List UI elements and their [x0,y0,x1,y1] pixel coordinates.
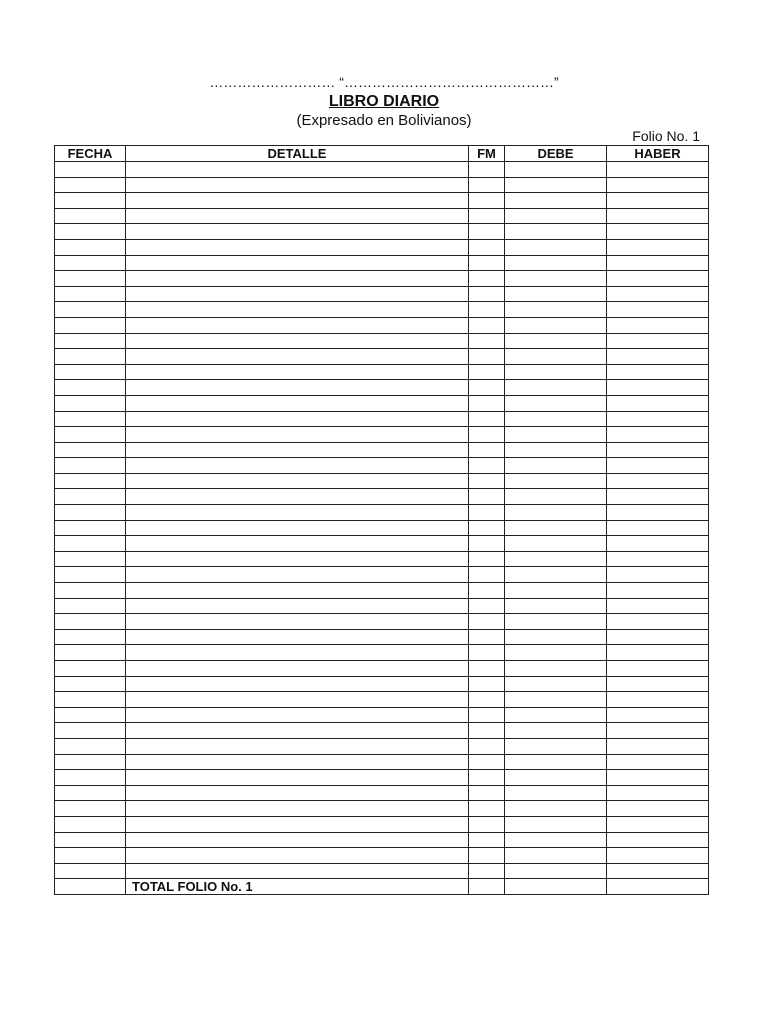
table-row [55,863,709,879]
column-header-debe: DEBE [505,146,607,162]
detalle-cell[interactable] [126,801,469,817]
detalle-cell[interactable] [126,208,469,224]
detalle-cell[interactable] [126,645,469,661]
fecha-cell[interactable] [55,317,126,333]
fecha-cell[interactable] [55,583,126,599]
fecha-cell[interactable] [55,286,126,302]
debe-cell[interactable] [505,536,607,552]
journal-table [54,145,709,895]
fecha-cell[interactable] [55,380,126,396]
table-row [55,162,709,178]
fm-cell[interactable] [469,411,505,427]
fm-cell[interactable] [469,520,505,536]
fm-cell[interactable] [469,754,505,770]
debe-cell[interactable] [505,754,607,770]
fm-cell[interactable] [469,224,505,240]
detalle-cell[interactable] [126,770,469,786]
haber-cell[interactable] [607,162,709,178]
haber-cell[interactable] [607,832,709,848]
haber-cell[interactable] [607,661,709,677]
detalle-cell[interactable] [126,505,469,521]
fecha-cell[interactable] [55,489,126,505]
fm-cell[interactable] [469,162,505,178]
detalle-cell[interactable] [126,614,469,630]
haber-cell[interactable] [607,738,709,754]
fm-cell[interactable] [469,333,505,349]
fm-cell[interactable] [469,458,505,474]
table-row [55,801,709,817]
fm-cell[interactable] [469,380,505,396]
haber-cell[interactable] [607,458,709,474]
detalle-cell[interactable] [126,411,469,427]
debe-cell[interactable] [505,770,607,786]
total-fm-cell[interactable] [469,879,505,895]
table-row [55,364,709,380]
detalle-cell[interactable] [126,863,469,879]
fecha-cell[interactable] [55,816,126,832]
detalle-cell[interactable] [126,302,469,318]
fecha-cell[interactable] [55,567,126,583]
haber-cell[interactable] [607,583,709,599]
fm-cell[interactable] [469,723,505,739]
table-row [55,770,709,786]
detalle-cell[interactable] [126,349,469,365]
table-row [55,551,709,567]
haber-cell[interactable] [607,208,709,224]
debe-cell[interactable] [505,208,607,224]
fecha-cell[interactable] [55,692,126,708]
haber-cell[interactable] [607,614,709,630]
fm-cell[interactable] [469,738,505,754]
table-row [55,395,709,411]
fm-cell[interactable] [469,629,505,645]
fecha-cell[interactable] [55,754,126,770]
detalle-cell[interactable] [126,707,469,723]
detalle-cell[interactable] [126,629,469,645]
table-row [55,380,709,396]
debe-cell[interactable] [505,224,607,240]
table-row [55,645,709,661]
fecha-cell[interactable] [55,645,126,661]
fecha-cell[interactable] [55,255,126,271]
detalle-cell[interactable] [126,271,469,287]
table-row [55,255,709,271]
fm-cell[interactable] [469,364,505,380]
fm-cell[interactable] [469,271,505,287]
table-row [55,224,709,240]
haber-cell[interactable] [607,645,709,661]
fecha-cell[interactable] [55,707,126,723]
detalle-cell[interactable] [126,380,469,396]
detalle-cell[interactable] [126,551,469,567]
table-row [55,567,709,583]
debe-cell[interactable] [505,551,607,567]
table-row [55,489,709,505]
detalle-cell[interactable] [126,239,469,255]
fecha-cell[interactable] [55,349,126,365]
column-header-haber: HABER [607,146,709,162]
table-row [55,661,709,677]
table-row [55,676,709,692]
table-row [55,193,709,209]
debe-cell[interactable] [505,473,607,489]
fecha-cell[interactable] [55,536,126,552]
debe-cell[interactable] [505,193,607,209]
detalle-cell[interactable] [126,816,469,832]
debe-cell[interactable] [505,239,607,255]
detalle-cell[interactable] [126,255,469,271]
fecha-cell[interactable] [55,629,126,645]
debe-cell[interactable] [505,442,607,458]
debe-cell[interactable] [505,505,607,521]
table-row [55,333,709,349]
debe-cell[interactable] [505,598,607,614]
haber-cell[interactable] [607,707,709,723]
fecha-cell[interactable] [55,177,126,193]
table-row [55,442,709,458]
haber-cell[interactable] [607,224,709,240]
debe-cell[interactable] [505,333,607,349]
fm-cell[interactable] [469,505,505,521]
fm-cell[interactable] [469,489,505,505]
debe-cell[interactable] [505,271,607,287]
detalle-cell[interactable] [126,458,469,474]
table-row [55,832,709,848]
haber-cell[interactable] [607,567,709,583]
fm-cell[interactable] [469,816,505,832]
detalle-cell[interactable] [126,754,469,770]
haber-cell[interactable] [607,395,709,411]
total-haber-cell[interactable] [607,879,709,895]
detalle-cell[interactable] [126,364,469,380]
haber-cell[interactable] [607,598,709,614]
debe-cell[interactable] [505,302,607,318]
debe-cell[interactable] [505,395,607,411]
fecha-cell[interactable] [55,395,126,411]
table-row [55,848,709,864]
table-body [55,162,709,879]
debe-cell[interactable] [505,785,607,801]
haber-cell[interactable] [607,520,709,536]
table-row [55,785,709,801]
fecha-cell[interactable] [55,239,126,255]
table-row [55,723,709,739]
table-row [55,239,709,255]
fm-cell[interactable] [469,692,505,708]
table-header-row [55,146,709,162]
debe-cell[interactable] [505,863,607,879]
table-row [55,707,709,723]
detalle-cell[interactable] [126,177,469,193]
fecha-cell[interactable] [55,785,126,801]
total-fecha-cell[interactable] [55,879,126,895]
fecha-cell[interactable] [55,333,126,349]
haber-cell[interactable] [607,239,709,255]
debe-cell[interactable] [505,738,607,754]
debe-cell[interactable] [505,489,607,505]
detalle-cell[interactable] [126,520,469,536]
debe-cell[interactable] [505,364,607,380]
haber-cell[interactable] [607,317,709,333]
fecha-cell[interactable] [55,661,126,677]
debe-cell[interactable] [505,629,607,645]
debe-cell[interactable] [505,661,607,677]
fecha-cell[interactable] [55,505,126,521]
debe-cell[interactable] [505,801,607,817]
haber-cell[interactable] [607,816,709,832]
debe-cell[interactable] [505,317,607,333]
haber-cell[interactable] [607,473,709,489]
detalle-cell[interactable] [126,193,469,209]
debe-cell[interactable] [505,458,607,474]
haber-cell[interactable] [607,380,709,396]
haber-cell[interactable] [607,629,709,645]
table-row [55,473,709,489]
detalle-cell[interactable] [126,333,469,349]
fm-cell[interactable] [469,614,505,630]
company-name-line: ……………………… “………………………………………” [209,74,559,90]
fm-cell[interactable] [469,801,505,817]
fm-cell[interactable] [469,848,505,864]
haber-cell[interactable] [607,364,709,380]
detalle-cell[interactable] [126,427,469,443]
detalle-cell[interactable] [126,286,469,302]
fm-cell[interactable] [469,177,505,193]
debe-cell[interactable] [505,520,607,536]
fecha-cell[interactable] [55,848,126,864]
table-row [55,411,709,427]
detalle-cell[interactable] [126,473,469,489]
fm-cell[interactable] [469,661,505,677]
table-row [55,754,709,770]
table-row [55,816,709,832]
table-row [55,614,709,630]
debe-cell[interactable] [505,380,607,396]
fm-cell[interactable] [469,598,505,614]
haber-cell[interactable] [607,801,709,817]
table-row [55,629,709,645]
fm-cell[interactable] [469,302,505,318]
haber-cell[interactable] [607,505,709,521]
fecha-cell[interactable] [55,473,126,489]
fm-cell[interactable] [469,193,505,209]
fecha-cell[interactable] [55,770,126,786]
debe-cell[interactable] [505,848,607,864]
haber-cell[interactable] [607,785,709,801]
fecha-cell[interactable] [55,551,126,567]
fm-cell[interactable] [469,785,505,801]
debe-cell[interactable] [505,614,607,630]
haber-cell[interactable] [607,723,709,739]
debe-cell[interactable] [505,286,607,302]
detalle-cell[interactable] [126,723,469,739]
haber-cell[interactable] [607,427,709,443]
fm-cell[interactable] [469,707,505,723]
table-row [55,177,709,193]
debe-cell[interactable] [505,676,607,692]
table-row [55,583,709,599]
fm-cell[interactable] [469,255,505,271]
fm-cell[interactable] [469,239,505,255]
column-header-detalle: DETALLE [126,146,469,162]
fm-cell[interactable] [469,832,505,848]
detalle-cell[interactable] [126,676,469,692]
detalle-cell[interactable] [126,848,469,864]
haber-cell[interactable] [607,177,709,193]
haber-cell[interactable] [607,863,709,879]
haber-cell[interactable] [607,255,709,271]
haber-cell[interactable] [607,536,709,552]
fm-cell[interactable] [469,583,505,599]
fecha-cell[interactable] [55,723,126,739]
debe-cell[interactable] [505,411,607,427]
fm-cell[interactable] [469,349,505,365]
fm-cell[interactable] [469,442,505,458]
fecha-cell[interactable] [55,193,126,209]
detalle-cell[interactable] [126,661,469,677]
column-header-fm: FM [469,146,505,162]
haber-cell[interactable] [607,193,709,209]
fecha-cell[interactable] [55,458,126,474]
haber-cell[interactable] [607,676,709,692]
page-title: LIBRO DIARIO [328,93,440,110]
debe-cell[interactable] [505,427,607,443]
haber-cell[interactable] [607,286,709,302]
detalle-cell[interactable] [126,489,469,505]
column-header-fecha: FECHA [55,146,126,162]
debe-cell[interactable] [505,645,607,661]
fecha-cell[interactable] [55,520,126,536]
fecha-cell[interactable] [55,364,126,380]
haber-cell[interactable] [607,349,709,365]
detalle-cell[interactable] [126,598,469,614]
detalle-cell[interactable] [126,832,469,848]
debe-cell[interactable] [505,583,607,599]
haber-cell[interactable] [607,489,709,505]
fecha-cell[interactable] [55,411,126,427]
fm-cell[interactable] [469,567,505,583]
table-row [55,458,709,474]
fm-cell[interactable] [469,551,505,567]
fecha-cell[interactable] [55,738,126,754]
fm-cell[interactable] [469,286,505,302]
total-debe-cell[interactable] [505,879,607,895]
table-row [55,349,709,365]
debe-cell[interactable] [505,723,607,739]
table-row [55,536,709,552]
fecha-cell[interactable] [55,676,126,692]
detalle-cell[interactable] [126,692,469,708]
fecha-cell[interactable] [55,442,126,458]
debe-cell[interactable] [505,567,607,583]
haber-cell[interactable] [607,333,709,349]
haber-cell[interactable] [607,754,709,770]
debe-cell[interactable] [505,162,607,178]
table-row [55,692,709,708]
haber-cell[interactable] [607,551,709,567]
table-row [55,317,709,333]
detalle-cell[interactable] [126,224,469,240]
table-row [55,598,709,614]
fm-cell[interactable] [469,427,505,443]
total-label: TOTAL FOLIO No. 1 [126,879,469,895]
table-row [55,208,709,224]
fm-cell[interactable] [469,863,505,879]
debe-cell[interactable] [505,255,607,271]
detalle-cell[interactable] [126,536,469,552]
fecha-cell[interactable] [55,224,126,240]
page-subtitle: (Expresado en Bolivianos) [296,112,472,129]
debe-cell[interactable] [505,349,607,365]
fecha-cell[interactable] [55,302,126,318]
detalle-cell[interactable] [126,785,469,801]
fm-cell[interactable] [469,473,505,489]
fm-cell[interactable] [469,770,505,786]
fm-cell[interactable] [469,208,505,224]
fecha-cell[interactable] [55,863,126,879]
haber-cell[interactable] [607,302,709,318]
table-row [55,302,709,318]
fecha-cell[interactable] [55,271,126,287]
table-row [55,505,709,521]
total-row [55,879,709,895]
fecha-cell[interactable] [55,832,126,848]
table-row [55,520,709,536]
detalle-cell[interactable] [126,395,469,411]
haber-cell[interactable] [607,271,709,287]
fm-cell[interactable] [469,317,505,333]
haber-cell[interactable] [607,848,709,864]
haber-cell[interactable] [607,770,709,786]
table-row [55,286,709,302]
haber-cell[interactable] [607,692,709,708]
detalle-cell[interactable] [126,162,469,178]
haber-cell[interactable] [607,442,709,458]
fecha-cell[interactable] [55,801,126,817]
detalle-cell[interactable] [126,567,469,583]
debe-cell[interactable] [505,816,607,832]
detalle-cell[interactable] [126,583,469,599]
debe-cell[interactable] [505,707,607,723]
detalle-cell[interactable] [126,738,469,754]
detalle-cell[interactable] [126,442,469,458]
detalle-cell[interactable] [126,317,469,333]
fecha-cell[interactable] [55,614,126,630]
fecha-cell[interactable] [55,427,126,443]
folio-number: Folio No. 1 [632,128,700,144]
table-row [55,427,709,443]
debe-cell[interactable] [505,832,607,848]
debe-cell[interactable] [505,177,607,193]
fm-cell[interactable] [469,645,505,661]
fm-cell[interactable] [469,536,505,552]
table-row [55,738,709,754]
table-row [55,271,709,287]
fecha-cell[interactable] [55,162,126,178]
fecha-cell[interactable] [55,208,126,224]
fecha-cell[interactable] [55,598,126,614]
debe-cell[interactable] [505,692,607,708]
fm-cell[interactable] [469,395,505,411]
haber-cell[interactable] [607,411,709,427]
fm-cell[interactable] [469,676,505,692]
